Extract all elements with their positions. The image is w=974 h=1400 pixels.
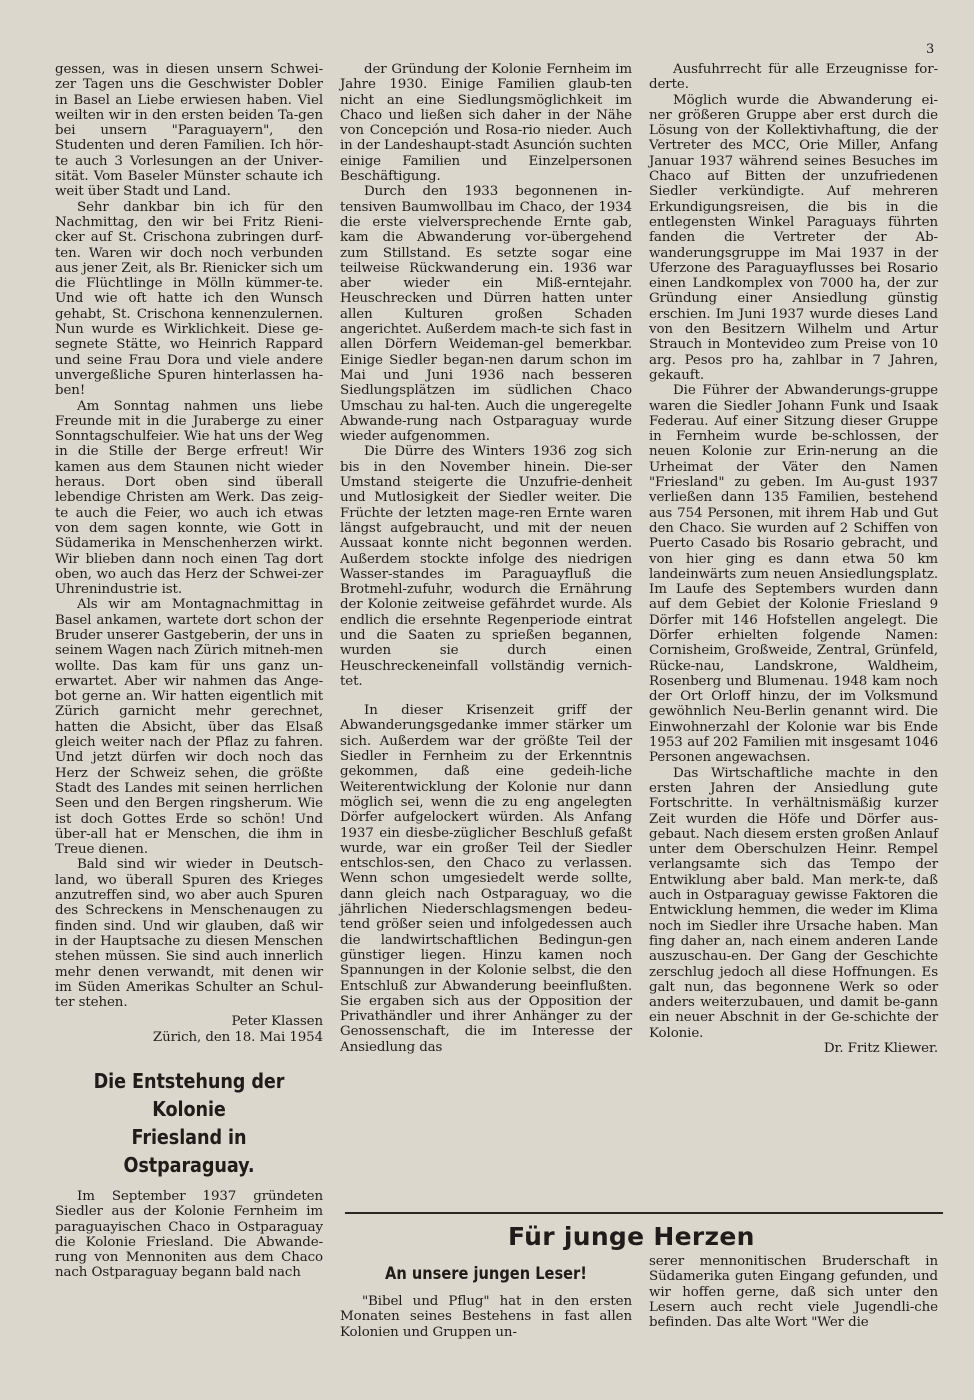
paragraph: serer mennonitischen Bruderschaft in Südamerika guten Eingang gefunden, und wir hoffen gerne, daß sich unter den Lesern auch recht viele Jugendli-che befinden. Das alte Wort "Wer die [649, 1254, 938, 1331]
paragraph: Möglich wurde die Abwanderung ei-ner größeren Gruppe aber erst durch die Lösung von der Kollektivhaftung, die der Vertreter des MCC, Orie Miller, Anfang Januar 1937 während seines Besuches im Chaco auf Bitten der unzufriedenen Siedler verkündigte. Auf mehreren Erkundigungsreisen, die bis in die entlegensten Winkel Paraguays führten fanden die Vertreter der Ab-wanderungsgruppe im Mai 1937 in der Uferzone des Paraguayflusses bei Rosario einen Landkomplex von 7000 ha, der zur Gründung einer Ansiedlung günstig erschien. Im Juni 1937 wurde dieses Land von den Besitzern Wilhelm und Artur Strauch in Montevideo zum Preise von 10 arg. Pesos pro ha, zahlbar in 7 Jahren, gekauft. [649, 92, 938, 383]
paragraph: Die Führer der Abwanderungs-gruppe waren die Siedler Johann Funk und Isaak Federau. Auf einer Sitzung dieser Gruppe in Fernheim wurde be-schlossen, der neuen Kolonie zur Erin-nerung an die Urheimat der Väter den Namen "Friesland" zu geben. Im Au-gust 1937 verließen dann 135 Familien, bestehend aus 754 Personen, mit ihrem Hab und Gut den Chaco. Sie wurden auf 2 Schiffen von Puerto Casado bis Rosario gebracht, und von hier ging es dann etwa 50 km landeinwärts zum neuen Ansiedlungsplatz. Im Laufe des Septembers wurden dann auf dem Gebiet der Kolonie Friesland 9 Dörfer mit 146 Hofstellen angelegt. Die Dörfer erhielten folgende Namen: Cornisheim, Großweide, Zentral, Grünfeld, Rücke-nau, Landskrone, Waldheim, Rosenberg und Blumenau. 1948 kam noch der Ort Orloff hinzu, der im Volksmund gewöhnlich Neu-Berlin genannt wird. Die Einwohnerzahl der Kolonie war bis Ende 1953 auf 202 Familien mit insgesamt 1046 Personen angewachsen. [649, 383, 938, 766]
paragraph: In dieser Krisenzeit griff der Abwanderungsgedanke immer stärker um sich. Außerdem war der größte Teil der Siedler in Fernheim zu der Erkenntnis gekommen, daß eine gedeih-liche Weiterentwicklung der Kolonie nur dann möglich sei, wenn die zu eng angelegten Dörfer aufgelockert würden. Als Anfang 1937 ein diesbe-züglicher Beschluß gefaßt wurde, war ein großer Teil der Siedler entschlos-sen, den Chaco zu verlassen. Wenn schon umgesiedelt werde sollte, dann gleich nach Ostparaguay, wo die jährlichen Niederschlagsmengen bedeu-tend größer seien und infolgedessen auch die landwirtschaftlichen Bedingun-gen günstiger liegen. Hinzu kamen noch Spannungen in der Kolonie selbst, die den Entschluß zur Abwanderung beeinflußten. Sie ergaben sich aus der Opposition der Privathändler und ihrer Anhänger zu der Genossenschaft, die im Interesse der Ansiedlung das [340, 703, 632, 1055]
article-title-line: Friesland in Ostparaguay. [123, 1125, 255, 1177]
paragraph: Das Wirtschaftliche machte in den ersten Jahren der Ansiedlung gute Fortschritte. In verhältnismäßig kurzer Zeit wurden die Höfe und Dörfer aus-gebaut. Nach diesem ersten großen Anlauf unter dem Oberschulzen Heinr. Rempel verlangsamte sich das Tempo der Entwiklung aber bald. Man merk-te, daß auch in Ostparaguay gewisse Faktoren die Entwicklung hemmen, die weder im Klima noch im Siedler ihre Ursache haben. Man fing daher an, nach einem anderen Lande auszuschau-en. Der Gang der Geschichte zerschlug jedoch all diese Hoffnungen. Es galt nun, das begonnene Werk so oder anders weiterzubauen, und damit be-gann ein neuer Abschnit in der Ge-schichte der Kolonie. [649, 765, 938, 1041]
paragraph: Die Dürre des Winters 1936 zog sich bis in den November hinein. Die-ser Umstand steigerte die Unzufrie-denheit und Mutlosigkeit der Siedler weiter. Die Früchte der letzten mage-ren Ernte waren längst aufgebraucht, und mit der neuen Aussaat konnte nicht begonnen werden. Außerdem stockte infolge des niedrigen Wasser-standes im Paraguayfluß die Brotmehl-zufuhr, wodurch die Ernährung der Kolonie zeitweise gefährdet wurde. Als endlich die ersehnte Regenperiode eintrat und die Saaten zu sprießen begannen, wurden sie durch einen Heuschreckeneinfall vollständig vernich-tet. [340, 444, 632, 689]
column-middle [340, 62, 632, 1055]
column-right-bottom [649, 1254, 938, 1330]
section-subtitle: An unsere jungen Leser! [385, 1264, 587, 1284]
paragraph: Sehr dankbar bin ich für den Nachmittag, den wir bei Fritz Rieni-cker auf St. Crischona zubringen durf-ten. Waren wir doch noch verbunden aus jener Zeit, als Br. Rienicker sich um die Flüchtlinge in Mölln kümmer-te. Und wie oft hatte ich den Wunsch gehabt, St. Crischona kennenzulernen. Nun wurde es Wirklichkeit. Diese ge-segnete Stätte, wo Heinrich Rappard und seine Frau Dora und viele andere unvergeßliche Spuren hinterlassen ha-ben! [55, 199, 323, 399]
paragraph: Bald sind wir wieder in Deutsch-land, wo überall Spuren des Krieges anzutreffen sind, wo aber auch Spuren des Schreckens in Menschenaugen zu finden sind. Und wir glauben, daß wir in der Hauptsache zu diesen Menschen stehen müssen. Sie sind auch innerlich mehr denen verwandt, mit denen wir im Süden Amerikas Schulter an Schul-ter stehen. [55, 857, 323, 1011]
article-title [74, 1067, 304, 1179]
paragraph: Im September 1937 gründeten Siedler aus der Kolonie Fernheim im paraguayischen Chaco in Ostparaguay die Kolonie Friesland. Die Abwande-rung von Mennoniten aus dem Chaco nach Ostparaguay begann bald nach [55, 1189, 323, 1281]
signature-place-date: Zürich, den 18. Mai 1954 [152, 1029, 323, 1045]
article-title-line: Die Entstehung der Kolonie [93, 1069, 285, 1121]
paragraph: Ausfuhrrecht für alle Erzeugnisse for-derte. [649, 62, 938, 93]
paragraph: gessen, was in diesen unsern Schwei-zer Tagen uns die Geschwister Dobler in Basel an Liebe erwiesen haben. Viel weilten wir in den ersten beiden Ta-gen bei unsern "Paraguayern", den Studenten und deren Familien. Ich hör-te auch 3 Vorlesungen an der Univer-sität. Vom Baseler Münster schaute ich weit über Stadt und Land. [55, 62, 323, 200]
signature-name: Dr. Fritz Kliewer. [823, 1041, 938, 1056]
page-number: 3 [926, 42, 935, 57]
section-divider [345, 1212, 943, 1214]
paragraph: der Gründung der Kolonie Fernheim im Jahre 1930. Einige Familien glaub-ten nicht an eine Siedlungsmöglichkeit im Chaco und ließen sich daher in der Nähe von Concepción und Rosa-rio nieder. Auch in der Landeshaupt-stadt Asunción suchten einige Familien und Einzelpersonen Beschäftigung. [340, 62, 632, 185]
paragraph: Durch den 1933 begonnenen in-tensiven Baumwollbau im Chaco, der 1934 die erste vielversprechende Ernte gab, kam die Abwanderung vor-übergehend zum Stillstand. Es setzte sogar eine teilweise Rückwanderung ein. 1936 war aber wieder ein Miß-erntejahr. Heuschrecken und Dürren hatten unter allen Kulturen großen Schaden angerichtet. Außerdem mach-te sich fast in allen Dörfern Weideman-gel bemerkbar. Einige Siedler began-nen darum schon im Mai und Juni 1936 nach besseren Siedlungsplätzen im südlichen Chaco Umschau zu hal-ten. Auch die ungeregelte Abwande-rung nach Ostparaguay wurde wieder aufgenommen. [340, 184, 632, 445]
paragraph: "Bibel und Pflug" hat in den ersten Monaten seines Bestehens in fast allen Kolonien und Gruppen un- [340, 1294, 632, 1340]
column-right [649, 62, 938, 1056]
signature-name: Peter Klassen [231, 1014, 323, 1030]
section-title: Für junge Herzen [508, 1222, 755, 1251]
column-left [55, 62, 323, 1281]
column-middle-bottom [340, 1294, 632, 1340]
paragraph: Als wir am Montagnachmittag in Basel ankamen, wartete dort schon der Bruder unserer Gastgeberin, der uns in seinem Wagen nach Zürich mitneh-men wollte. Das kam für uns ganz un-erwartet. Aber wir nahmen das Ange-bot gerne an. Wir hatten eigentlich mit Zürich garnicht mehr gerechnet, hatten die Absicht, über das Elsaß gleich weiter nach der Pflaz zu fahren. Und jetzt dürfen wir doch noch das Herz der Schweiz sehen, die größte Stadt des Landes mit seinen herrlichen Seen und den Bergen ringsherum. Wie ist doch Gottes Erde so schön! Und über-all hat er Menschen, die ihm in Treue dienen. [55, 597, 323, 858]
paragraph: Am Sonntag nahmen uns liebe Freunde mit in die Juraberge zu einer Sonntagschulfeier. Wie hat uns der Weg in die Stille der Berge erfreut! Wir kamen aus dem Staunen nicht wieder heraus. Dort oben sind überall lebendige Christen am Werk. Das zeig-te auch die Feier, wo auch ich etwas von dem sagen konnte, wie Gott in Südamerika in Menschenherzen wirkt. Wir blieben dann noch einen Tag dort oben, wo auch das Herz der Schwei-zer Uhrenindustrie ist. [55, 398, 323, 598]
